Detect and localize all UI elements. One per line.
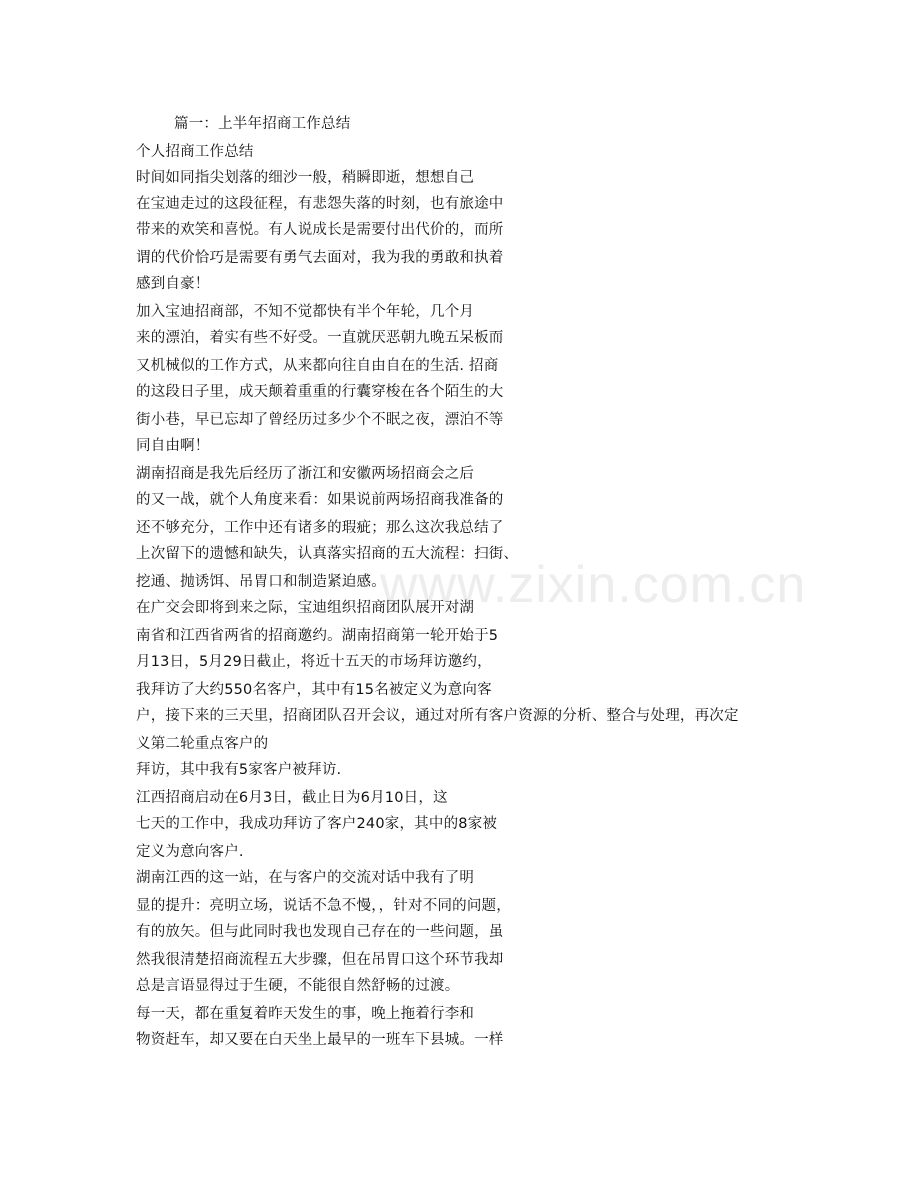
text-line: 七天的工作中，我成功拜访了客户240家，其中的8家被 [136, 816, 498, 832]
text-line: 时间如同指尖划落的细沙一般，稍瞬即逝，想想自己 [136, 170, 475, 186]
text-line: 来的漂泊，着实有些不好受。一直就厌恶朝九晚五呆板而 [136, 330, 504, 346]
text-line: 有的放矢。但与此同时我也发现自己存在的一些问题，虽 [136, 924, 504, 940]
text-line: 在宝迪走过的这段征程，有悲怨失落的时刻，也有旅途中 [136, 196, 504, 212]
text-line: 每一天，都在重复着昨天发生的事，晚上拖着行李和 [136, 1006, 475, 1022]
text-line: 的又一战，就个人角度来看：如果说前两场招商我准备的 [136, 492, 504, 508]
text-line: 南省和江西省两省的招商邀约。湖南招商第一轮开始于5 [136, 628, 499, 644]
text-line: 个人招商工作总结 [136, 144, 254, 160]
text-line: 月13日，5月29日截止，将近十五天的市场拜访邀约， [136, 654, 492, 670]
text-line: 义第二轮重点客户的 [136, 736, 269, 752]
text-line: 的这段日子里，成天颠着重重的行囊穿梭在各个陌生的大 [136, 384, 504, 400]
text-line: 江西招商启动在6月3日，截止日为6月10日，这 [136, 790, 448, 806]
text-line: 谓的代价恰巧是需要有勇气去面对，我为我的勇敢和执着 [136, 250, 504, 266]
text-line: 又机械似的工作方式，从来都向往自由自在的生活. 招商 [136, 358, 499, 374]
text-line: 总是言语显得过于生硬，不能很自然舒畅的过渡。 [136, 978, 460, 994]
text-line: 街小巷，早已忘却了曾经历过多少个不眠之夜，漂泊不等 [136, 412, 504, 428]
text-line: 在广交会即将到来之际，宝迪组织招商团队展开对湖 [136, 600, 475, 616]
text-line: 我拜访了大约550名客户，其中有15名被定义为意向客 [136, 682, 492, 698]
text-line: 加入宝迪招商部，不知不觉都快有半个年轮，几个月 [136, 304, 475, 320]
text-line: 湖南江西的这一站，在与客户的交流对话中我有了明 [136, 870, 475, 886]
text-line: 带来的欢笑和喜悦。有人说成长是需要付出代价的，而所 [136, 222, 504, 238]
document-title: 篇一：上半年招商工作总结 [174, 116, 351, 132]
text-line: 上次留下的遗憾和缺失，认真落实招商的五大流程：扫街、 [136, 546, 519, 562]
text-line: 然我很清楚招商流程五大步骤，但在吊胃口这个环节我却 [136, 952, 504, 968]
text-line: 感到自豪！ [136, 276, 210, 292]
text-line: 显的提升：亮明立场，说话不急不慢，，针对不同的问题， [136, 898, 511, 914]
text-line: 定义为意向客户. [136, 844, 244, 860]
text-line: 湖南招商是我先后经历了浙江和安徽两场招商会之后 [136, 466, 475, 482]
text-line: 拜访，其中我有5家客户被拜访. [136, 762, 342, 778]
watermark: www.zixin.com.cn [380, 556, 807, 614]
text-line: 还不够充分，工作中还有诸多的瑕疵；那么这次我总结了 [136, 520, 504, 536]
text-line: 物资赶车，却又要在白天坐上最早的一班车下县城。一样 [136, 1032, 504, 1048]
text-line: 同自由啊！ [136, 438, 210, 454]
text-line: 户，接下来的三天里，招商团队召开会议，通过对所有客户资源的分析、整合与处理，再次定 [136, 708, 739, 724]
text-line: 挖通、抛诱饵、吊胃口和制造紧迫感。 [136, 574, 386, 590]
